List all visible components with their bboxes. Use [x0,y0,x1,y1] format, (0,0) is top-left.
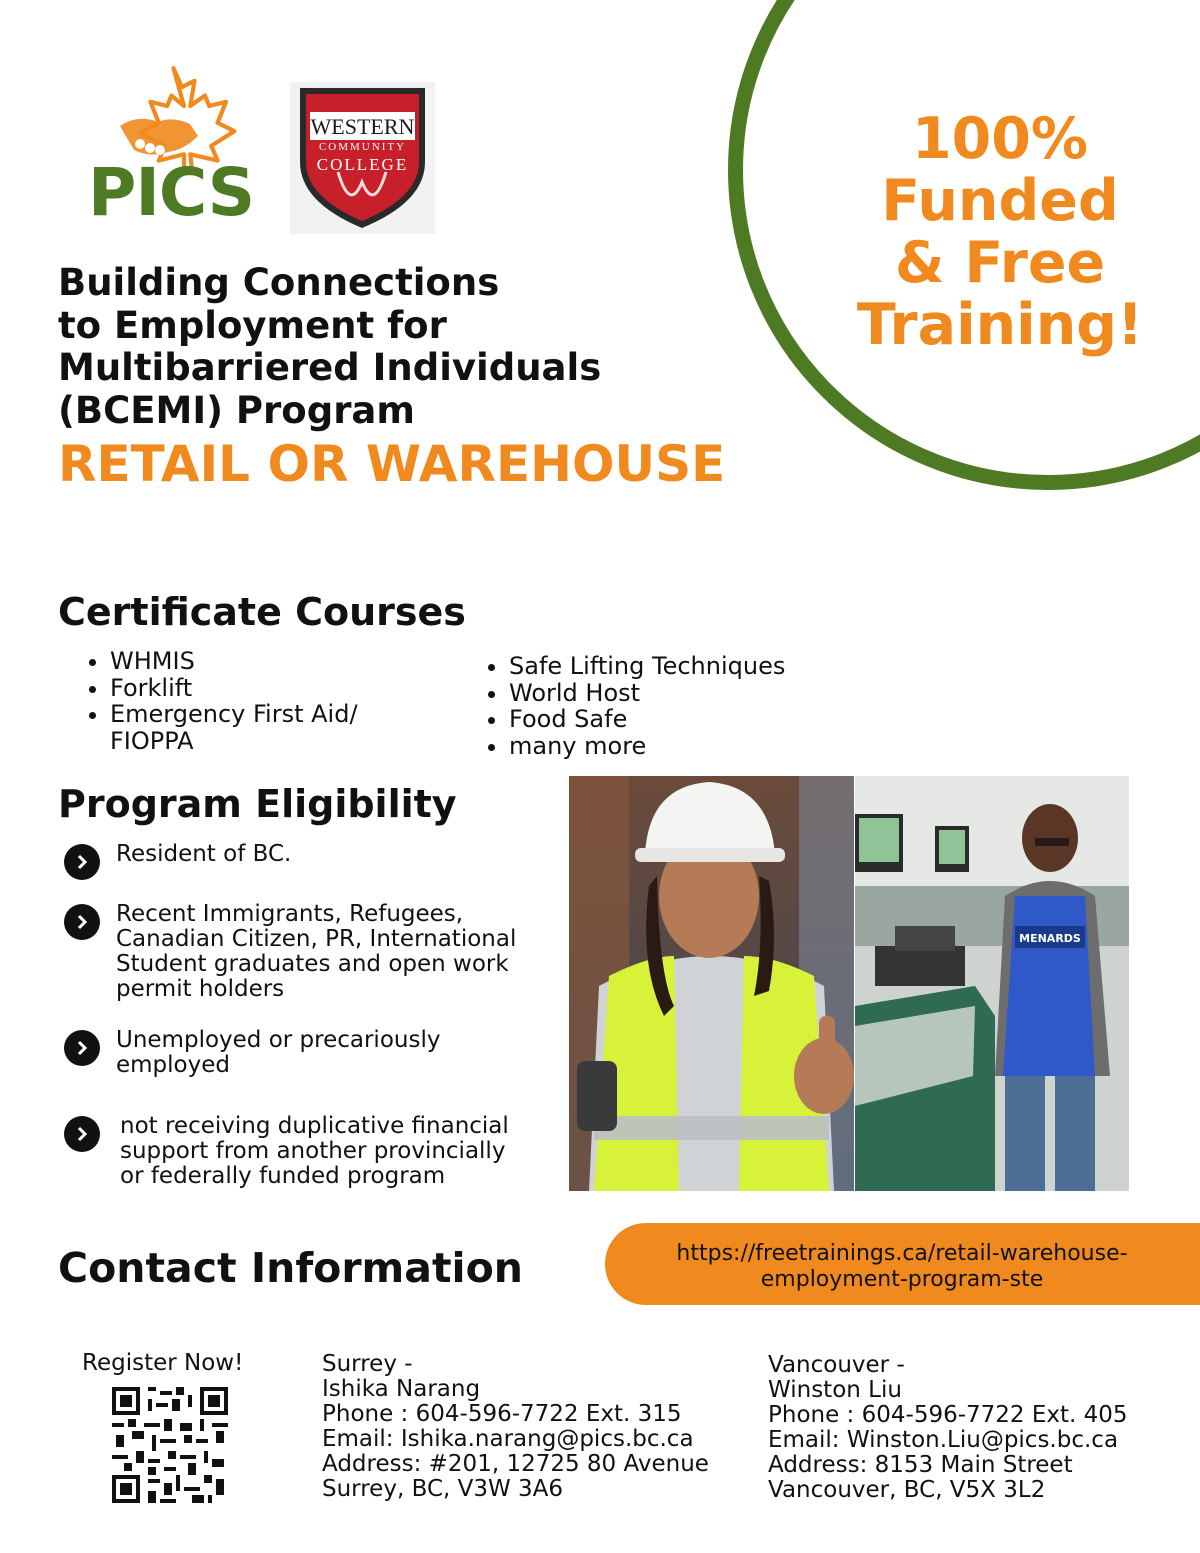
title-line: Multibarriered Individuals [58,346,602,389]
wcc-line3: COLLEGE [316,155,409,174]
funded-banner [830,108,1170,356]
contact-line: Vancouver - [768,1352,905,1378]
contact-line: Vancouver, BC, V5X 3L2 [768,1477,1046,1503]
title-line: Building Connections [58,261,500,304]
contact-phone[interactable]: Phone : 604-596-7722 Ext. 405 [768,1402,1128,1428]
funded-line: Training! [856,292,1144,358]
contact-email[interactable]: Email: Ishika.narang@pics.bc.ca [322,1426,694,1452]
wcc-line1: WESTERN [310,114,415,139]
funded-line: Funded [881,168,1119,234]
chevron-right-icon [64,1030,100,1066]
course-list-right [459,653,909,759]
title-line: to Employment for [58,303,447,347]
eligibility-heading: Program Eligibility [58,782,457,826]
contact-line: Surrey - [322,1351,413,1377]
course-item: • World Host [509,680,909,707]
contact-line: Address: #201, 12725 80 Avenue [322,1451,709,1477]
course-item: • Food Safe [509,706,909,733]
program-subtitle: RETAIL OR WAREHOUSE [58,435,726,493]
chevron-right-icon [64,844,100,880]
apron-logo-text: MENARDS [1019,932,1081,945]
contact-email[interactable]: Email: Winston.Liu@pics.bc.ca [768,1427,1119,1453]
qr-code-icon[interactable] [112,1387,228,1503]
course-item: • many more [509,733,909,760]
contact-surrey [322,1352,709,1502]
title-line: (BCEMI) Program [58,388,415,432]
course-item: • Forklift [110,675,490,702]
program-title [58,262,698,432]
contact-phone[interactable]: Phone : 604-596-7722 Ext. 315 [322,1401,682,1427]
contact-heading: Contact Information [58,1244,523,1292]
course-list-left [60,648,490,754]
contact-line: Address: 8153 Main Street [768,1452,1073,1478]
course-item: • Safe Lifting Techniques [509,653,909,680]
contact-line: Surrey, BC, V3W 3A6 [322,1476,564,1502]
course-item-continuation: FIOPPA [110,726,194,755]
pics-wordmark: PICS [88,154,255,231]
contact-line: Ishika Narang [322,1376,481,1402]
certificate-heading: Certificate Courses [58,590,466,634]
warehouse-worker-photo [569,776,854,1191]
contact-line: Winston Liu [768,1377,902,1403]
chevron-right-icon [64,1116,100,1152]
western-community-college-logo [290,82,435,234]
wcc-line2: COMMUNITY [318,141,407,153]
chevron-right-icon [64,904,100,940]
funded-line: & Free [894,230,1106,296]
course-item: • Emergency First Aid/ FIOPPA [110,701,490,754]
course-item: • WHMIS [110,648,490,675]
contact-vancouver [768,1353,1128,1503]
register-label: Register Now! [82,1350,244,1376]
funded-line: 100% [911,106,1089,172]
college-crest-icon [290,82,435,234]
register-url-link[interactable]: https://freetrainings.ca/retail-warehouse- employment-program-ste [676,1241,1128,1292]
retail-cashier-photo [855,776,1129,1191]
